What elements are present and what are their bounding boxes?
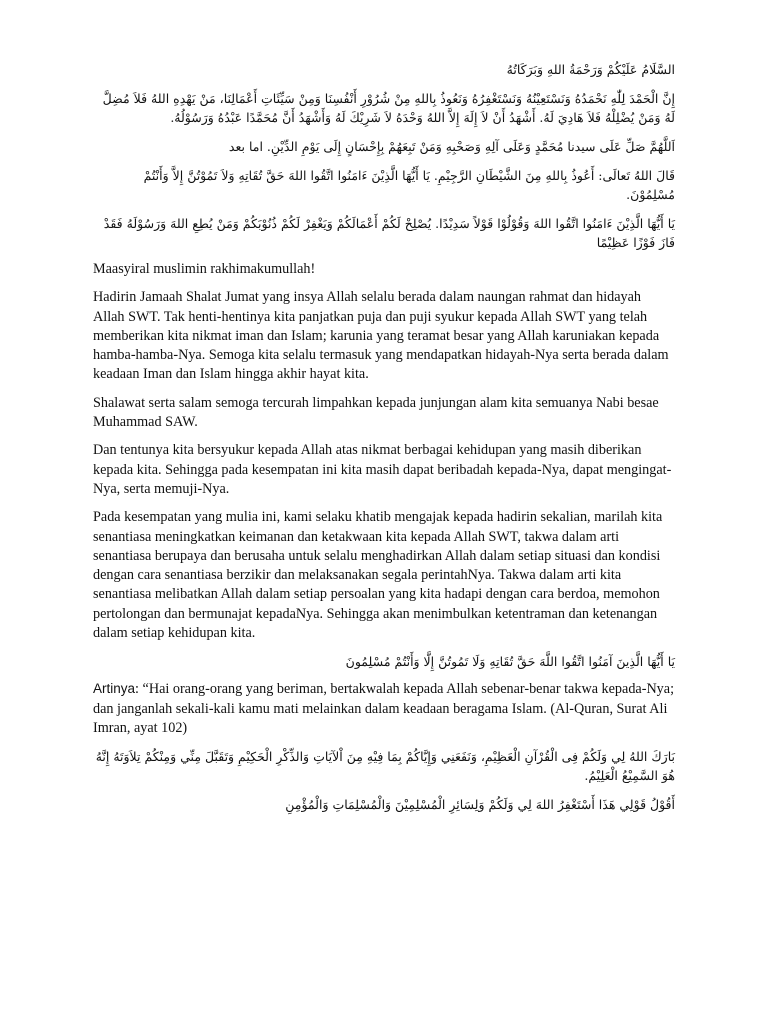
arabic-ayat-ali-imran: قَالَ اللهُ تَعالَى: أَعُوذُ بِاللهِ مِنَ الشَّيْطَانِ الرَّجِيْمِ. يَا أَيُّهَا الَّذِيْنَ ءَامَنُوا اتَّقُوا اللهَ حَقَّ تُقَاتِهِ وَلاَ تَمُوْتُنَّ إِلاَّ وَأَنْتُمْ مُسْلِمُوْنَ. — [143, 168, 675, 202]
translation-text: : “Hai orang-orang yang beriman, bertakwalah kepada Allah sebenar-benar takwa kepada-Nya; dan janganlah sekali-kali kamu mati melainkan dalam keadaan beragama Islam. (Al-Quran, Surat Ali Imran, ayat 102) — [93, 681, 675, 736]
translation-paragraph — [93, 679, 675, 738]
arabic-salam: السَّلَامُ عَلَيْكُمْ وَرَحْمَةُ اللهِ وَبَرَكَاتُهُ — [506, 62, 675, 77]
paragraph-shalawat: Shalawat serta salam semoga tercurah limpahkan kepada junjungan alam kita semuanya Nabi besae Muhammad SAW. — [93, 394, 659, 431]
arabic-doa-istighfar: أَقُوْلُ قَوْلِي هَذَا أَسْتَغْفِرُ اللهَ لِي وَلَكُمْ وَلِسَائِرِ الْمُسْلِمِيْنَ وَالْمُسْلِمَاتِ وَالْمُؤْمِنِ — [285, 797, 675, 813]
paragraph-takwa: Pada kesempatan yang mulia ini, kami selaku khatib mengajak kepada hadirin sekalian, marilah kita senantiasa meningkatkan keimanan dan ketakwaan kita kepada Allah SWT, takwa dalam arti senantiasa berupaya dan berusaha untuk selalu menghadirkan Allah dalam setiap situasi dan kondisi dengan cara senantiasa berzikir dan melaksanakan segala perintahNya. Takwa dalam arti kita senantiasa melibatkan Allah dalam setiap persoalan yang kita hadapi dengan cara berdoa, memohon pertolongan dan bermunajat kepadaNya. Sehingga akan menimbulkan ketentraman dan ketenangan dalam setiap kehidupan kita. — [93, 509, 663, 642]
arabic-doa-barakallah: بَارَكَ اللهُ لِي وَلَكُمْ فِى الْقُرْآنِ الْعَظِيْمِ، وَنَفَعَنِي وَإِيَّاكُمْ بِمَا فِيْهِ مِنَ اْلآيَاتِ وَالذِّكْرِ الْحَكِيْمِ وَتَقَبَّلَ مِنِّي وَمِنْكُمْ تِلاَوَتَهُ إِنَّهُ هُوَ السَّمِيْعُ الْعَلِيْمُ. — [95, 749, 675, 784]
paragraph-opening: Hadirin Jamaah Shalat Jumat yang insya Allah selalu berada dalam naungan rahmat dan hidayah Allah SWT. Tak henti-hentinya kita panjatkan puja dan puji syukur kepada Allah SWT yang telah memberikan kita nikmat iman dan Islam; karunia yang teramat besar yang Allah karuniakan kepada hamba-hamba-Nya. Semoga kita selalu termasuk yang mendapatkan hidayah-Nya serta berada dalam keadaan Iman dan Islam hingga akhir hayat kita. — [93, 289, 669, 383]
arabic-ayat-al-ahzab: يَا أَيُّهَا الَّذِيْنَ ءَامَنُوا اتَّقُوا اللهَ وَقُوْلُوْا قَوْلاً سَدِيْدًا. يُصْلِحْ لَكُمْ أَعْمَالَكُمْ وَيَغْفِرْ لَكُمْ ذُنُوْبَكُمْ وَمَنْ يُطِعِ اللهَ وَرَسُوْلَهُ فَقَدْ فَازَ فَوْزًا عَظِيْمًا — [103, 216, 675, 250]
arabic-shalawat: اَللَّهُمَّ صَلِّ عَلَى سيدنا مُحَمَّدٍ وَعَلَى آلِهِ وَصَحْبِهِ وَمَنْ تَبِعَهُمْ بِإِحْسَانٍ إِلَى يَوْمِ الدِّيْنِ. اما بعد — [228, 139, 675, 154]
translation-label: Artinya — [93, 681, 136, 697]
arabic-muqaddimah: إِنَّ الْحَمْدَ لِلّٰهِ نَحْمَدُهُ وَنَسْتَعِيْنُهُ وَنَسْتَغْفِرُهُ وَنَعُوذُ بِاللهِ مِنْ شُرُوْرِ أَنْفُسِنَا وَمِنْ سَيِّئَاتِ أَعْمَالِنَا، مَنْ يَهْدِهِ اللهُ فَلاَ مُضِلَّ لَهُ وَمَنْ يُضْلِلْهُ فَلاَ هَادِيَ لَهُ. أَشْهَدُ أَنْ لاَ إِلَهَ إِلاَّ اللهُ وَحْدَهُ لاَ شَرِيْكَ لَهُ وَأَشْهَدُ أَنَّ مُحَمَّدًا عَبْدُهُ وَرَسُوْلُهُ. — [102, 91, 675, 125]
greeting-text: Maasyiral muslimin rakhimakumullah! — [93, 261, 316, 277]
paragraph-syukur: Dan tentunya kita bersyukur kepada Allah atas nikmat berbagai kehidupan yang masih diberikan kepada kita. Sehingga pada kesempatan ini kita masih dapat beribadah kepada-Nya, dapat mengingat-Nya, serta memuji-Nya. — [93, 442, 672, 497]
document-page — [93, 60, 675, 818]
arabic-ayat-102: يَا أَيُّهَا الَّذِينَ آمَنُوا اتَّقُوا اللَّهَ حَقَّ تُقَاتِهِ وَلَا تَمُوتُنَّ إِلَّا وَأَنْتُمْ مُسْلِمُونَ — [345, 654, 675, 670]
